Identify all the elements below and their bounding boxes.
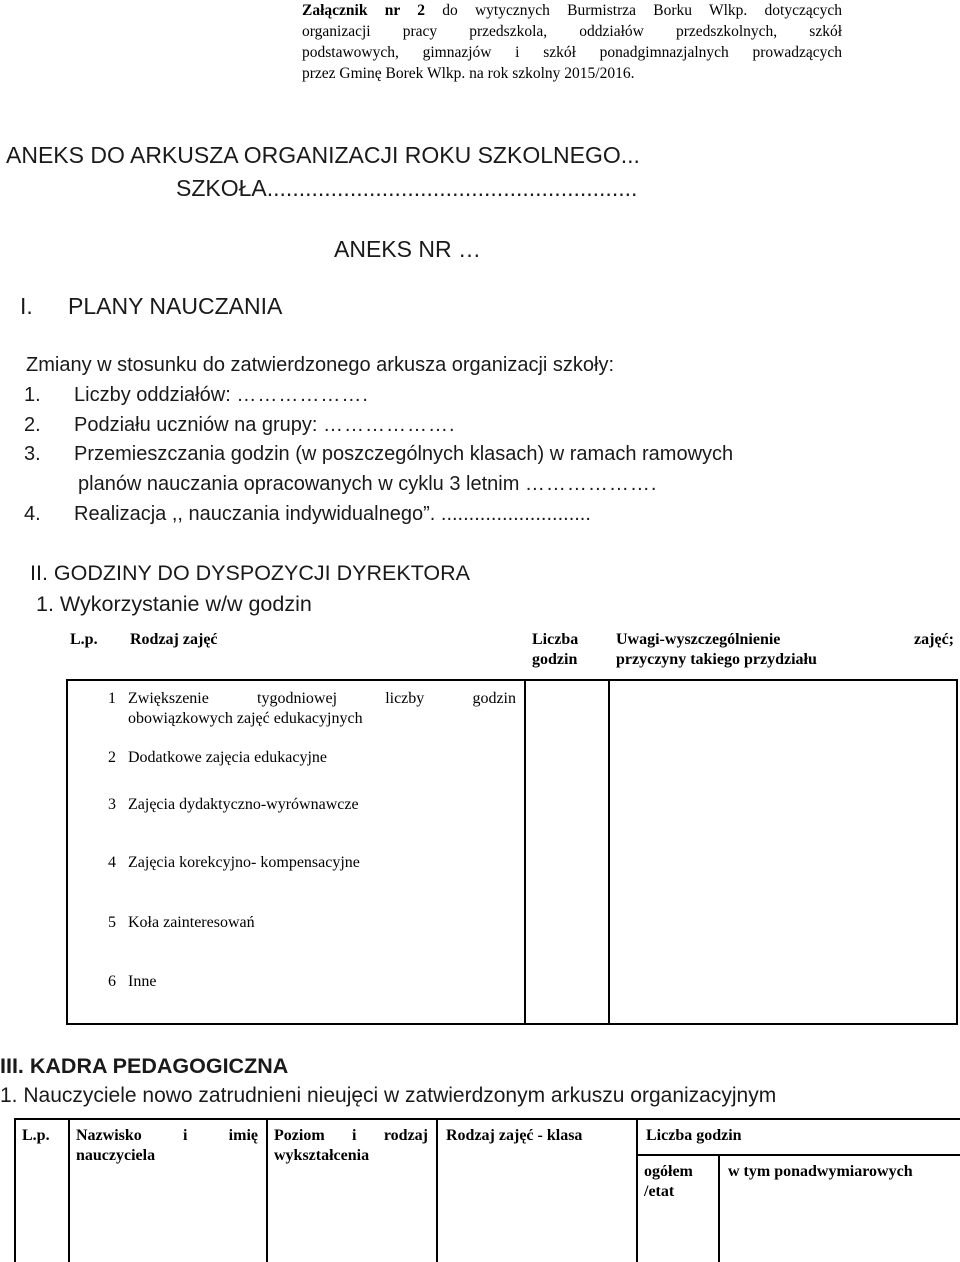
hours-table-divider-remarks (608, 679, 610, 1025)
hours-header-count (532, 630, 578, 670)
item-4-number: 4. (24, 503, 41, 525)
hours-row-1-type (128, 689, 516, 729)
hours-header-lp: L.p. (70, 631, 98, 648)
hours-row-3-lp: 3 (108, 796, 116, 813)
item-2-text (74, 414, 456, 437)
hours-header-remarks-line-1b: zajęć; (914, 631, 954, 648)
item-3-continuation-text: planów nauczania opracowanych w cyklu 3 letnim (78, 473, 520, 495)
item-1-text (74, 384, 369, 407)
hours-header-count-line-1: Liczba (532, 631, 579, 648)
section-2-subheading: 1. Wykorzystanie w/w godzin (36, 592, 312, 616)
staff-header-hours: Liczba godzin (646, 1127, 742, 1144)
staff-header-education (274, 1126, 428, 1166)
hours-header-count-line-2: godzin (532, 651, 578, 668)
document-title: ANEKS DO ARKUSZA ORGANIZACJI ROKU SZKOLNEGO... (6, 142, 640, 168)
hours-header-remarks-line-1 (616, 630, 954, 650)
header-note-line-2: organizacji pracy przedszkola, oddziałów przedszkolnych, szkół (302, 23, 842, 40)
hours-row-1-type-line-1: Zwiększenie tygodniowej liczby godzin (128, 690, 516, 707)
staff-header-overtime: w tym ponadwymiarowych (728, 1163, 913, 1180)
hours-row-4-lp: 4 (108, 854, 116, 871)
staff-header-name (76, 1126, 258, 1166)
hours-row-3-type: Zajęcia dydaktyczno-wyrównawcze (128, 796, 359, 813)
hours-row-5-type: Koła zainteresowań (128, 914, 255, 931)
staff-table-divider-hours (636, 1118, 638, 1262)
staff-header-name-line-1: Nazwisko i imię (76, 1127, 258, 1144)
section-1-heading: PLANY NAUCZANIA (68, 293, 283, 319)
hours-row-2-lp: 2 (108, 749, 116, 766)
changes-intro: Zmiany w stosunku do zatwierdzonego arkusza organizacji szkoły: (26, 354, 615, 376)
hours-row-5-lp: 5 (108, 914, 116, 931)
staff-header-total (644, 1162, 693, 1202)
staff-header-education-line-2: wykształcenia (274, 1147, 370, 1164)
staff-table-divider-level (266, 1118, 268, 1262)
hours-header-remarks (616, 630, 954, 670)
annex-number: ANEKS NR … (334, 236, 481, 262)
staff-table-top-border (14, 1118, 960, 1120)
item-3-number: 3. (24, 443, 41, 465)
section-3-subheading: 1. Nauczyciele nowo zatrudnieni nieujęci w zatwierdzonym arkuszu organizacyjnym (0, 1084, 777, 1107)
staff-header-name-line-2: nauczyciela (76, 1147, 156, 1164)
attachment-header-note (302, 0, 842, 84)
staff-table-hours-subdivider (636, 1154, 960, 1156)
staff-header-classes: Rodzaj zajęć - klasa (446, 1127, 583, 1144)
item-3-text: Przemieszczania godzin (w poszczególnych klasach) w ramach ramowych (74, 443, 734, 465)
hours-table-divider-count (524, 679, 526, 1025)
staff-table-divider-classes (436, 1118, 438, 1262)
section-1-number: I. (20, 293, 33, 319)
item-3-dots: ………………. (524, 473, 658, 495)
item-1-label: Liczby oddziałów: (74, 384, 231, 406)
hours-header-remarks-line-1a: Uwagi-wyszczególnienie (616, 631, 781, 648)
staff-table-divider-name (68, 1118, 70, 1262)
hours-row-6-type: Inne (128, 973, 157, 990)
hours-row-1-type-line-2: obowiązkowych zajęć edukacyjnych (128, 710, 363, 727)
staff-header-total-line-2: /etat (644, 1183, 675, 1200)
header-note-line-1 (302, 0, 842, 21)
item-4-text: Realizacja ,, nauczania indywidualnego”. ........................... (74, 503, 591, 525)
item-2-dots: ………………. (323, 414, 456, 436)
header-note-line-1-text: do wytycznych Burmistrza Borku Wlkp. dotyczących (442, 2, 843, 19)
item-1-dots: ………………. (236, 384, 369, 406)
section-3-heading: III. KADRA PEDAGOGICZNA (0, 1054, 289, 1078)
staff-header-lp: L.p. (22, 1127, 50, 1144)
header-note-line-4: przez Gminę Borek Wlkp. na rok szkolny 2015/2016. (302, 65, 635, 82)
school-name-placeholder: SZKOŁA.......................................................... (176, 175, 638, 201)
item-1-number: 1. (24, 384, 41, 406)
staff-table-divider-overtime (718, 1154, 720, 1262)
item-2-number: 2. (24, 414, 41, 436)
staff-header-education-line-1: Poziom i rodzaj (274, 1127, 428, 1144)
section-2-heading: II. GODZINY DO DYSPOZYCJI DYREKTORA (30, 561, 471, 585)
item-2-label: Podziału uczniów na grupy: (74, 414, 318, 436)
hours-row-4-type: Zajęcia korekcyjno- kompensacyjne (128, 854, 360, 871)
hours-row-2-type: Dodatkowe zajęcia edukacyjne (128, 749, 328, 766)
header-note-line-3: podstawowych, gimnazjów i szkół ponadgimnazjalnych prowadzących (302, 44, 842, 61)
hours-row-1-lp: 1 (108, 690, 116, 707)
header-note-attachment-label: Załącznik nr 2 (302, 2, 425, 19)
hours-row-6-lp: 6 (108, 973, 116, 990)
item-3-continuation (78, 473, 657, 496)
hours-header-remarks-line-2: przyczyny takiego przydziału (616, 651, 817, 668)
staff-table-left-border (14, 1118, 16, 1262)
staff-header-total-line-1: ogółem (644, 1163, 693, 1180)
hours-header-type: Rodzaj zajęć (130, 631, 218, 648)
hours-table-frame (66, 679, 958, 1025)
